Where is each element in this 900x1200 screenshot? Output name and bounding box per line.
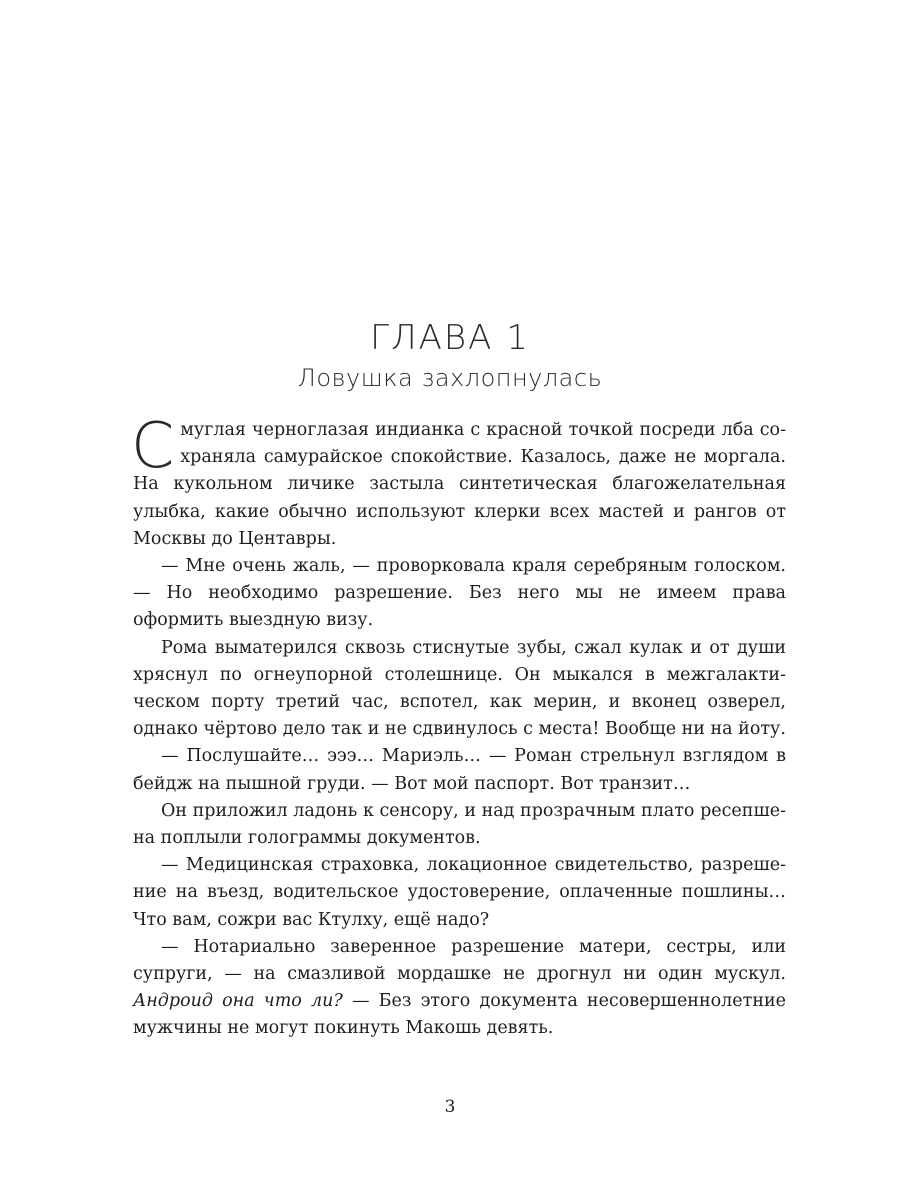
paragraph: — Послушайте… эээ… Мариэль… — Роман стрельнул взглядом в бейдж на пышной груди. — Вот мой паспорт. Вот транзит… bbox=[133, 746, 786, 794]
chapter-title: Ловушка захлопнулась bbox=[297, 364, 603, 392]
paragraph: Он приложил ладонь к сенсору, и над прозрачным плато ресепшена поплыли голограммы документов. bbox=[133, 800, 786, 849]
page-number: 3 bbox=[444, 1097, 456, 1117]
paragraph bbox=[131, 409, 786, 553]
chapter-body bbox=[131, 409, 787, 1043]
paragraph: — Медицинская страховка, локационное свидетельство, разрешение на въезд, водительское удостоверение, оплаченные пошлины… Что вам, сожри вас Ктулху, ещё надо? bbox=[133, 855, 786, 930]
paragraph: Рома выматерился сквозь стиснутые зубы, сжал кулак и от души хряснул по огнеупорной столешнице. Он мыкался в межгалактическом порту третий час, вспотел, как мерин, и вконец озверел, однако чёртово дело так и не сдвинулось с места! Вообще ни на йоту. bbox=[133, 637, 786, 740]
paragraph-text: — Без этого документа несовершеннолетние мужчины не могут покинуть Макошь девять. bbox=[133, 991, 787, 1039]
paragraph-text: муглая черноглазая индианка с красной точкой посреди лба сохраняла самурайское спокойствие. Казалось, даже не моргала. На кукольном личике застыла синтетическая благожелательная улыбка, какие обычно используют клерки всех мастей и рангов от Москвы до Центавры. bbox=[133, 420, 786, 549]
paragraph-text: — Нотариально заверенное разрешение матери, сестры, или супруги, — на смазливой мордашке не дрогнул ни один мускул. bbox=[133, 936, 786, 985]
drop-cap: С bbox=[131, 409, 175, 482]
chapter-number: ГЛАВА 1 bbox=[370, 318, 530, 358]
paragraph: — Мне очень жаль, — проворковала краля серебряным голоском. — Но необходимо разрешение. Без него мы не имеем права оформить выездную визу. bbox=[133, 556, 786, 631]
italic-thought: Андроид она что ли? bbox=[133, 991, 343, 1012]
paragraph bbox=[133, 934, 786, 1043]
